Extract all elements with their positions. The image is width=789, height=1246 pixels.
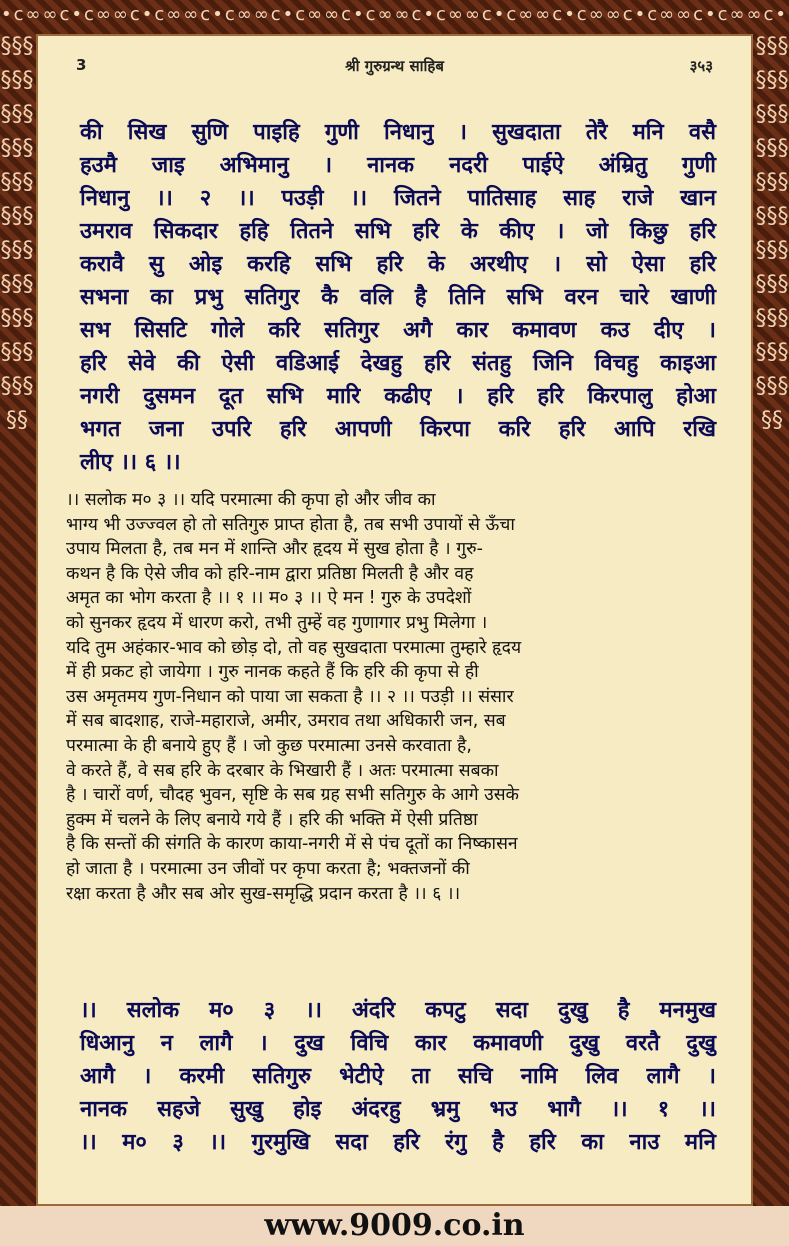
- page-header: [38, 56, 751, 84]
- verse-line: लीए ।। ६ ।।: [80, 450, 181, 475]
- verse-line: उमराव सिकदार हहि तितने सभि हरि के कीए । जो किछु हरि: [80, 219, 716, 244]
- website-link[interactable]: www.9009.co.in: [264, 1208, 525, 1243]
- verse-line: निधानु ।। २ ।। पउड़ी ।। जितने पातिसाह साह राजे खान: [80, 186, 716, 211]
- translation-line: परमात्मा के ही बनाये हुए हैं । जो कुछ परमात्मा उनसे करवाता है,: [66, 735, 472, 756]
- gurbani-verse-bottom: [80, 994, 716, 1159]
- verse-line: आगै । करमी सतिगुरु भेटीऐ ता सचि नामि लिव लागै ।: [80, 1064, 716, 1089]
- page-title: श्री गुरुग्रन्थ साहिब: [345, 57, 444, 75]
- website-footer: [0, 1206, 789, 1246]
- verse-line: सभना का प्रभु सतिगुर कै वलि है तिनि सभि वरन चारे खाणी: [80, 285, 716, 310]
- gurbani-verse-top: [80, 116, 716, 479]
- left-ornament: §§§§§§§§§§§§§§§§§§§§§§§§§§§§§§§§§§§: [0, 34, 34, 433]
- translation-line: हो जाता है । परमात्मा उन जीवों पर कृपा करता है; भक्तजनों की: [66, 858, 470, 879]
- translation-line: में ही प्रकट हो जायेगा । गुरु नानक कहते हैं कि हरि की कृपा से ही: [66, 662, 479, 683]
- top-ornament: •c∞∞c•c∞∞c•c∞∞c•c∞∞c•c∞∞c•c∞∞c•c∞∞c•c∞∞c•c∞∞c•c∞∞c•c∞∞c•: [1, 4, 788, 25]
- translation-line: उपाय मिलता है, तब मन में शान्ति और हृदय में सुख होता है । गुरु-: [66, 539, 483, 560]
- translation-line: हुक्म में चलने के लिए बनाये गये हैं । हरि की भक्ति में ऐसी प्रतिष्ठा: [66, 809, 478, 830]
- translation-line: वे करते हैं, वे सब हरि के दरबार के भिखारी हैं । अतः परमात्मा सबका: [66, 760, 499, 781]
- translation-line: उस अमृतमय गुण-निधान को पाया जा सकता है ।। २ ।। पउड़ी ।। संसार: [66, 686, 514, 707]
- verse-line: नगरी दुसमन दूत सभि मारि कढीए । हरि हरि किरपालु होआ: [80, 384, 716, 409]
- verse-line: धिआनु न लागै । दुख विचि कार कमावणी दुखु वरतै दुखु: [80, 1031, 716, 1056]
- verse-line: की सिख सुणि पाइहि गुणी निधानु । सुखदाता तेरै मनि वसै: [80, 120, 716, 145]
- verse-line: हउमै जाइ अभिमानु । नानक नदरी पाईऐ अंम्रितु गुणी: [80, 153, 716, 178]
- translation-line: कथन है कि ऐसे जीव को हरि-नाम द्वारा प्रतिष्ठा मिलती है और वह: [66, 563, 474, 584]
- translation-line: में सब बादशाह, राजे-महाराजे, अमीर, उमराव तथा अधिकारी जन, सब: [66, 711, 506, 732]
- translation-line: रक्षा करता है और सब ओर सुख-समृद्धि प्रदान करता है ।। ६ ।।: [66, 883, 461, 904]
- verse-line: हरि सेवे की ऐसी वडिआई देखहु हरि संतहु जिनि विचहु काइआ: [80, 351, 716, 376]
- right-ornament: §§§§§§§§§§§§§§§§§§§§§§§§§§§§§§§§§§§: [755, 34, 789, 433]
- verse-line: करावै सु ओइ करहि सभि हरि के अरथीए । सो ऐसा हरि: [80, 252, 716, 277]
- translation-line: को सुनकर हृदय में धारण करो, तभी तुम्हें वह गुणागार प्रभु मिलेगा ।: [66, 612, 488, 633]
- translation-line: यदि तुम अहंकार-भाव को छोड़ दो, तो वह सुखदाता परमात्मा तुम्हारे हृदय: [66, 637, 522, 658]
- verse-line: ।। म० ३ ।। गुरमुखि सदा हरि रंगु है हरि का नाउ मनि: [80, 1130, 716, 1155]
- header-left-mark: 3: [76, 56, 87, 74]
- translation-line: है कि सन्तों की संगति के कारण काया-नगरी में से पंच दूतों का निष्कासन: [66, 834, 518, 855]
- page-number: ३५३: [689, 57, 713, 75]
- translation-line: है । चारों वर्ण, चौदह भुवन, सृष्टि के सब ग्रह सभी सतिगुरु के आगे उसके: [66, 785, 519, 806]
- verse-line: भगत जना उपरि हरि आपणी किरपा करि हरि आपि रखि: [80, 417, 716, 442]
- translation-line: अमृत का भोग करता है ।। १ ।। म० ३ ।। ऐ मन ! गुरु के उपदेशों: [66, 588, 472, 609]
- verse-line: नानक सहजे सुखु होइ अंदरहु भ्रमु भउ भागै ।। १ ।।: [80, 1097, 716, 1122]
- hindi-translation: [66, 488, 726, 906]
- translation-line: ।। सलोक म० ३ ।। यदि परमात्मा की कृपा हो और जीव का: [66, 490, 436, 510]
- scripture-page: [36, 34, 753, 1206]
- translation-line: भाग्य भी उज्ज्वल हो तो सतिगुरु प्राप्त होता है, तब सभी उपायों से ऊँचा: [66, 514, 515, 535]
- verse-line: सभ सिसटि गोले करि सतिगुर अगै कार कमावण कउ दीए ।: [80, 318, 716, 343]
- verse-line: ।। सलोक म० ३ ।। अंदरि कपटु सदा दुखु है मनमुख: [80, 998, 716, 1023]
